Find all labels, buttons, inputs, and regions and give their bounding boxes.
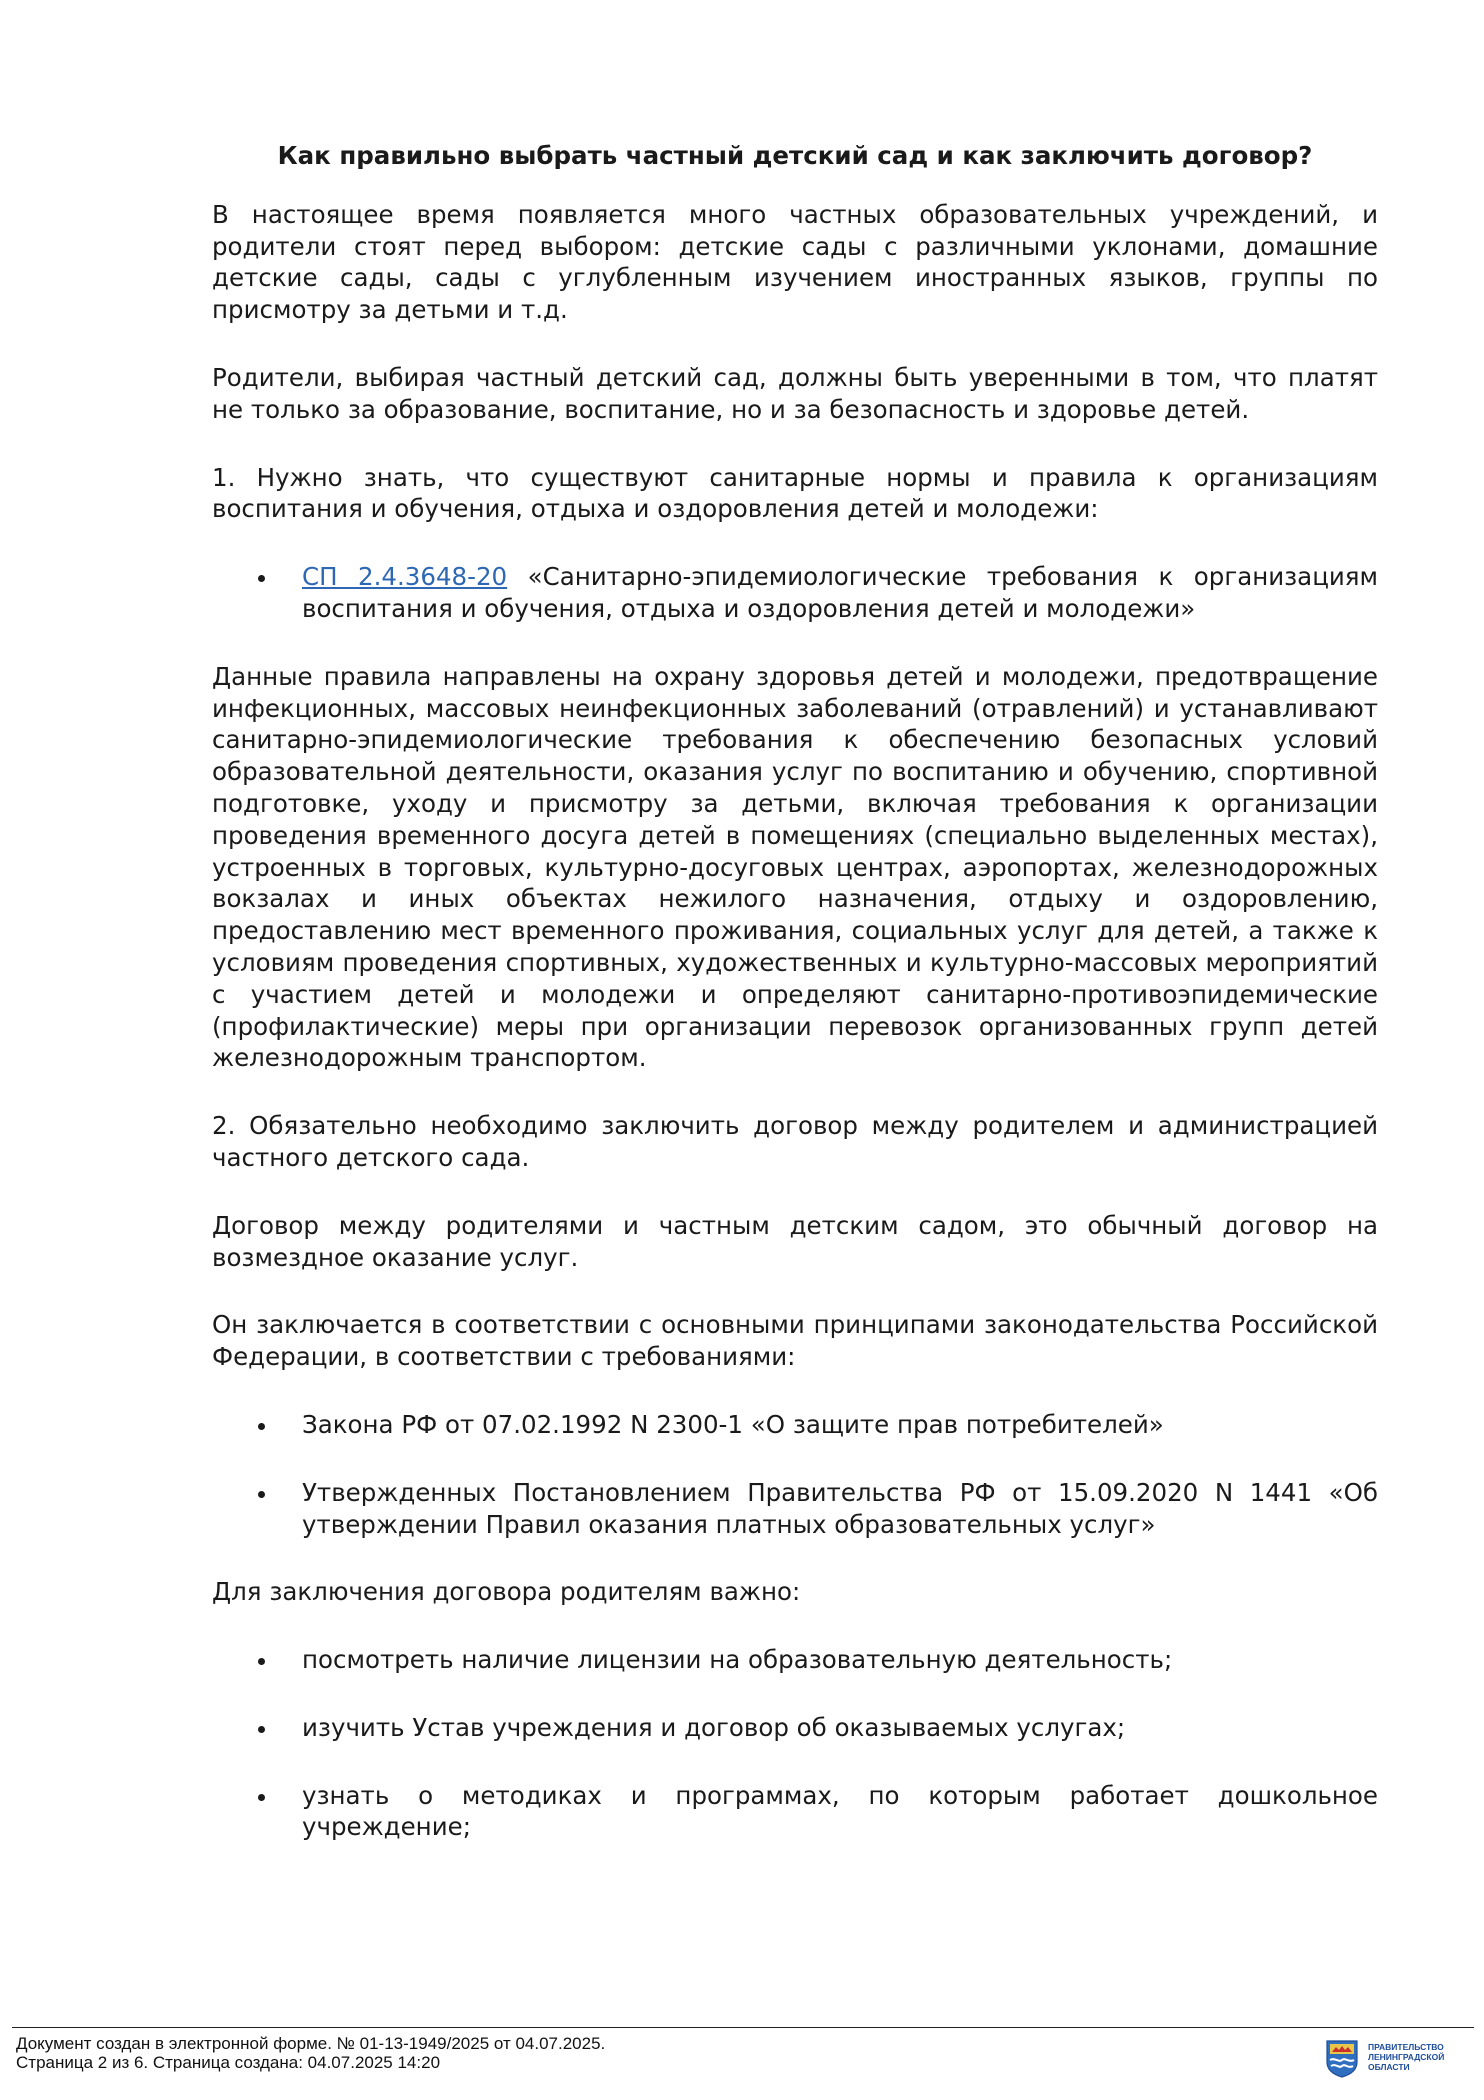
bullet-icon	[258, 1491, 265, 1498]
checklist	[212, 1644, 1378, 1843]
list-item-text: «Санитарно-эпидемиологические требования к организациям воспитания и обучения, отдыха и оздоровления детей и молодежи»	[302, 562, 1379, 623]
bullet-icon	[258, 1658, 265, 1665]
list-item-text: Закона РФ от 07.02.1992 N 2300-1 «О защите прав потребителей»	[302, 1409, 1164, 1439]
paragraph-legislation: Он заключается в соответствии с основными принципами законодательства Российской Федерации, в соответствии с требованиями:	[212, 1310, 1378, 1372]
sanitary-rules-list	[212, 561, 1378, 625]
document-title: Как правильно выбрать частный детский сад и как заключить договор?	[277, 141, 1313, 170]
coat-of-arms-icon	[1326, 2040, 1358, 2078]
bullet-icon	[258, 575, 265, 582]
list-item	[212, 1477, 1378, 1541]
government-logo	[1326, 2036, 1466, 2084]
bullet-icon	[258, 1794, 265, 1801]
footer-document-info: Документ создан в электронной форме. № 01-13-1949/2025 от 04.07.2025.	[16, 2034, 606, 2053]
footer-page-info: Страница 2 из 6. Страница создана: 04.07.2025 14:20	[16, 2053, 441, 2072]
list-item-text: посмотреть наличие лицензии на образовательную деятельность;	[302, 1645, 1173, 1675]
bullet-icon	[258, 1423, 265, 1430]
paragraph-contract-checklist: Для заключения договора родителям важно:	[212, 1577, 801, 1607]
paragraph-intro: В настоящее время появляется много частных образовательных учреждений, и родители стоят перед выбором: детские сады с различными уклонами, домашние детские сады, сады с углубленным изучением иностранных языков, группы по присмотру за детьми и т.д.	[212, 199, 1378, 325]
list-item-text: изучить Устав учреждения и договор об оказываемых услугах;	[302, 1712, 1126, 1742]
paragraph-contract-required: 2. Обязательно необходимо заключить договор между родителем и администрацией частного детского сада.	[212, 1111, 1378, 1172]
logo-text: ПРАВИТЕЛЬСТВО ЛЕНИНГРАДСКОЙ ОБЛАСТИ	[1368, 2042, 1445, 2072]
list-item	[212, 1409, 1378, 1441]
paragraph-parents-choice: Родители, выбирая частный детский сад, должны быть уверенными в том, что платят не только за образование, воспитание, но и за безопасность и здоровье детей.	[212, 362, 1378, 424]
paragraph-sanitary-norms: 1. Нужно знать, что существуют санитарные нормы и правила к организациям воспитания и обучения, отдыха и оздоровления детей и молодежи:	[212, 462, 1378, 524]
document-body	[212, 140, 1378, 1879]
list-item	[212, 1712, 1378, 1744]
bullet-icon	[258, 1726, 265, 1733]
paragraph-contract-type: Договор между родителями и частным детским садом, это обычный договор на возмездное оказание услуг.	[212, 1210, 1378, 1272]
legislation-list	[212, 1409, 1378, 1540]
footer-divider	[12, 2027, 1474, 2028]
list-item	[212, 1780, 1378, 1844]
list-item	[212, 561, 1378, 625]
footer	[16, 2034, 605, 2072]
sp-rules-link[interactable]: СП 2.4.3648-20	[302, 562, 508, 592]
list-item-text: Утвержденных Постановлением Правительства РФ от 15.09.2020 N 1441 «Об утверждении Правил оказания платных образовательных услуг»	[302, 1477, 1378, 1539]
paragraph-rules-description: Данные правила направлены на охрану здоровья детей и молодежи, предотвращение инфекционных, массовых неинфекционных заболеваний (отравлений) и устанавливают санитарно-эпидемиологические требования к обеспечению безопасных условий образовательной деятельности, оказания услуг по воспитанию и обучению, спортивной подготовке, уходу и присмотру за детьми, включая требования к организации проведения временного досуга детей в помещениях (специально выделенных местах), устроенных в торговых, культурно-досуговых центрах, аэропортах, железнодорожных вокзалах и иных объектах нежилого назначения, отдыху и оздоровлению, предоставлению мест временного проживания, социальных услуг для детей, а также к условиям проведения спортивных, художественных и культурно-массовых мероприятий с участием детей и молодежи и определяют санитарно-противоэпидемические (профилактические) меры при организации перевозок организованных групп детей железнодорожным транспортом.	[212, 661, 1378, 1073]
list-item-text: узнать о методиках и программах, по которым работает дошкольное учреждение;	[302, 1780, 1378, 1842]
list-item	[212, 1644, 1378, 1676]
